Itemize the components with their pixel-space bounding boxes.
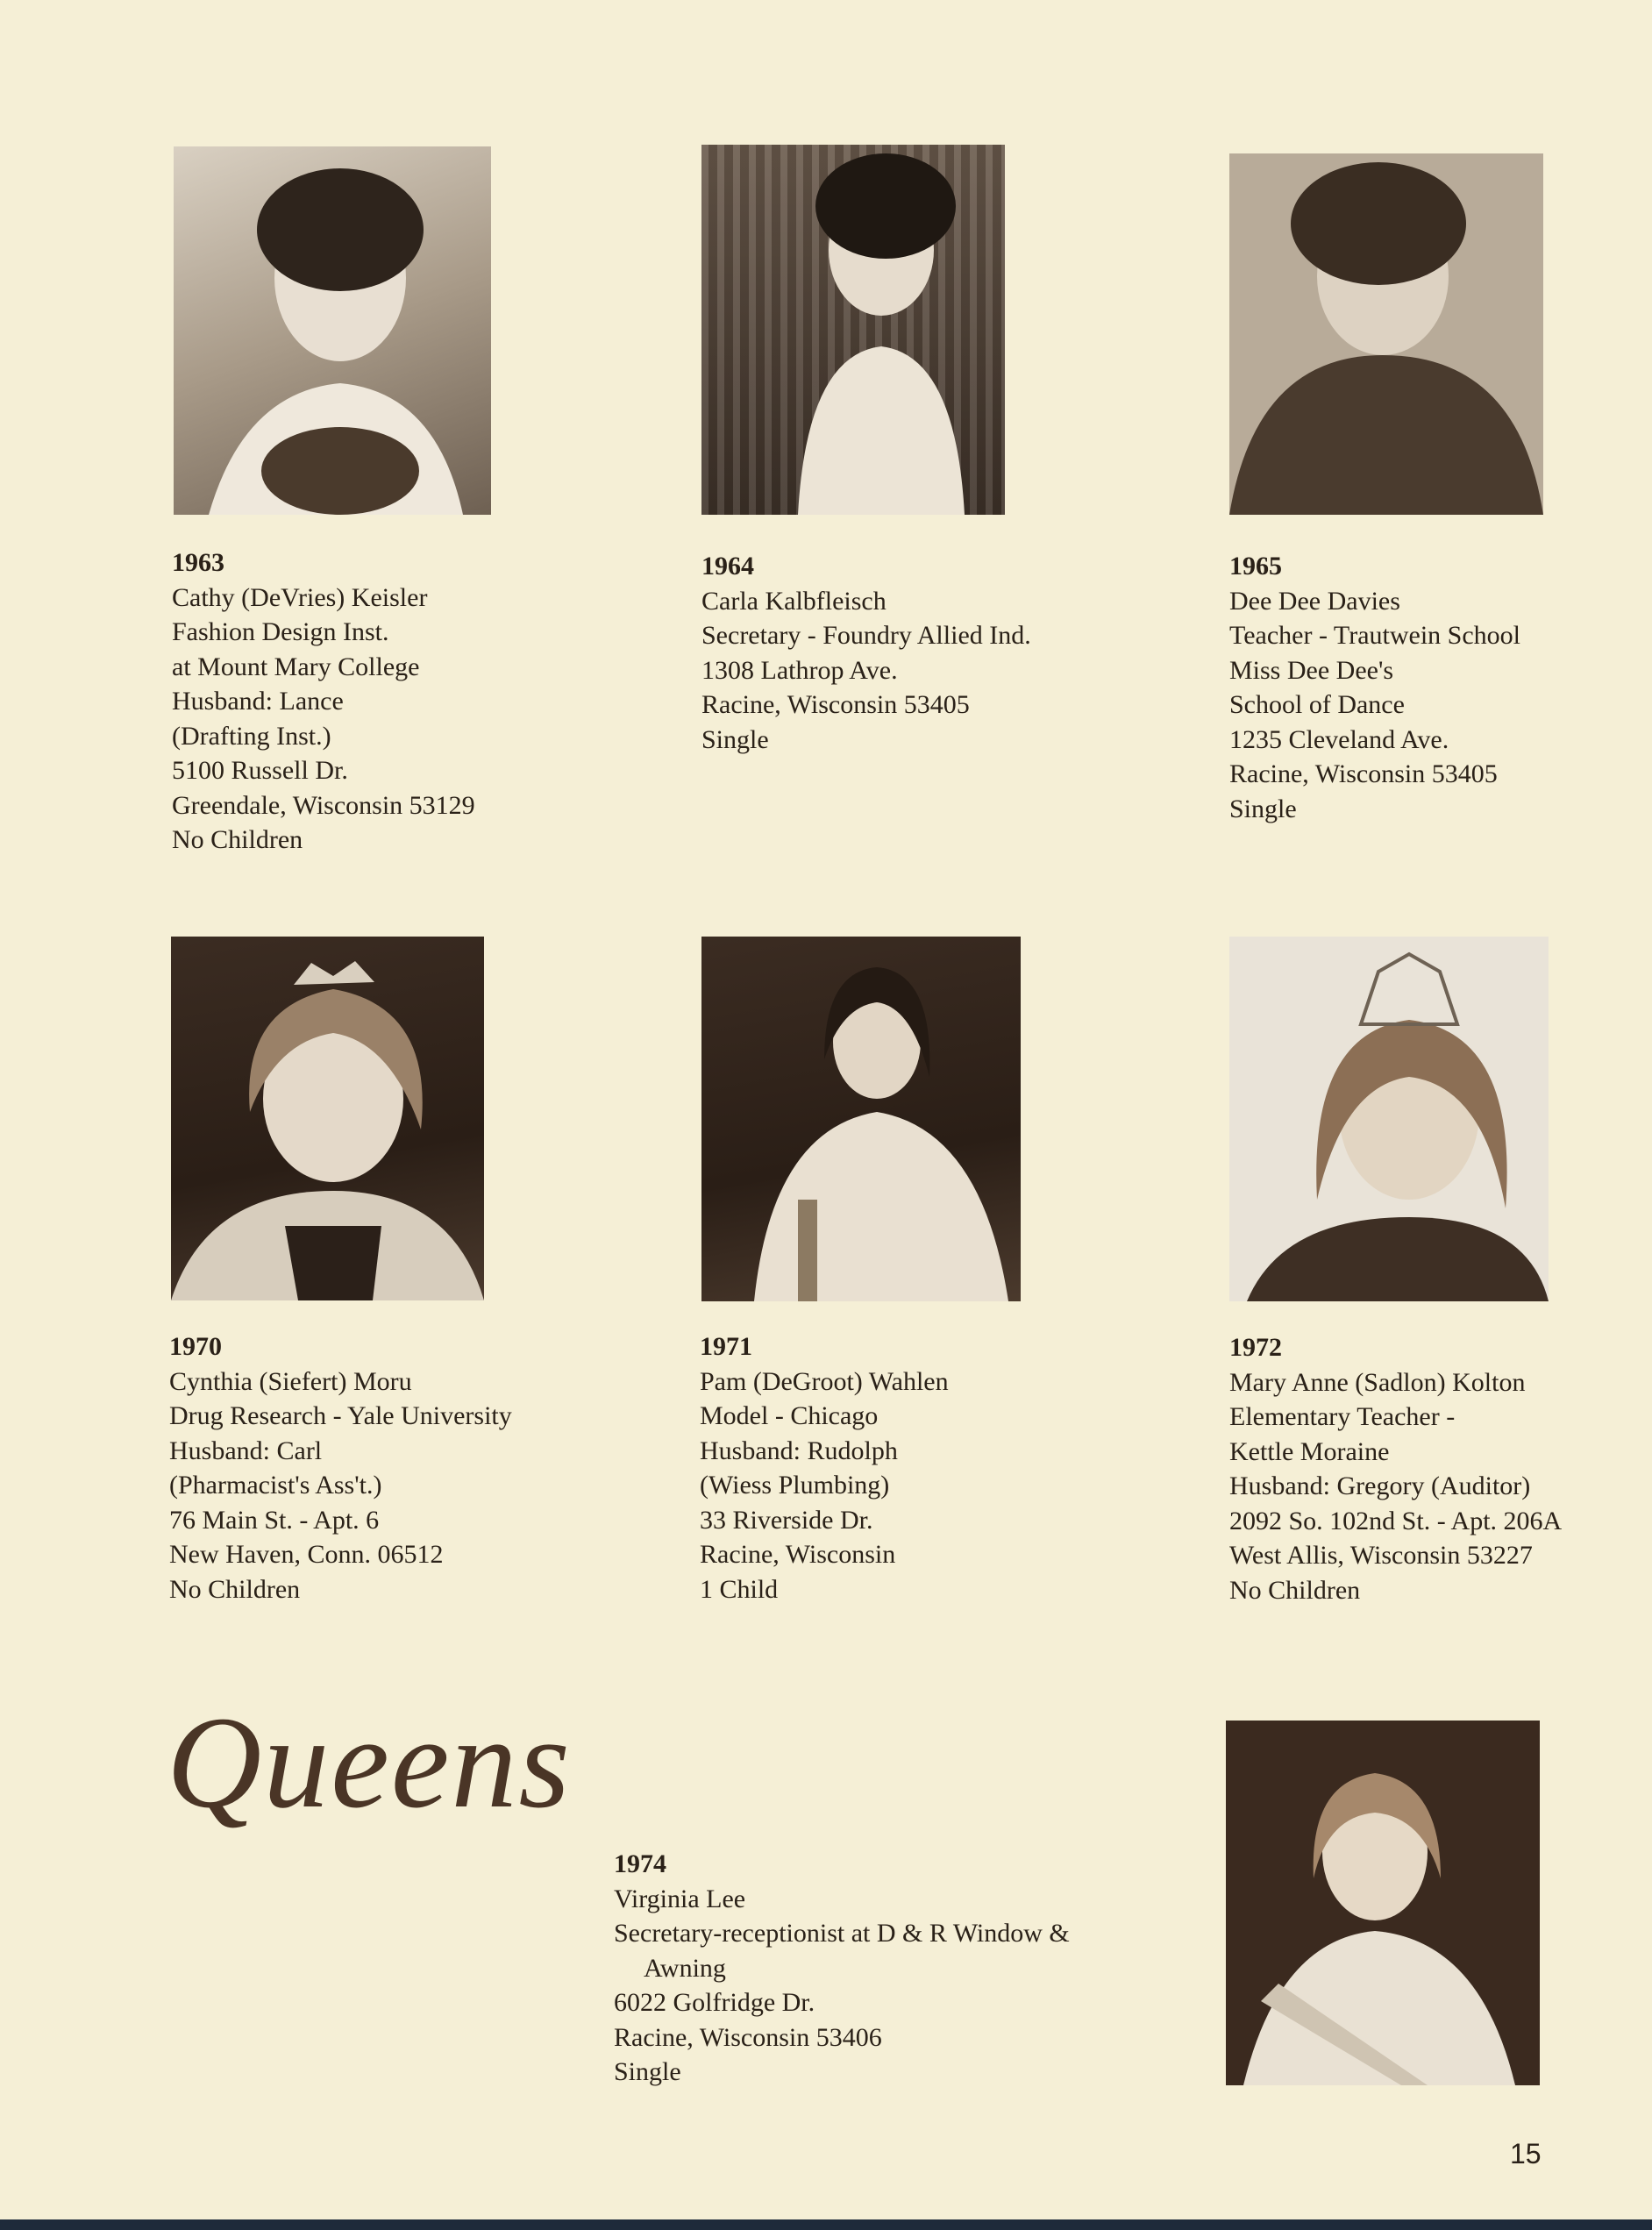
entry-line: Racine, Wisconsin 53406 bbox=[614, 2022, 882, 2052]
entry-year: 1974 bbox=[614, 1849, 666, 1878]
entry-line: Virginia Lee bbox=[614, 1884, 746, 1913]
entry-line: Husband: Gregory (Auditor) bbox=[1229, 1471, 1531, 1500]
entry-line: Single bbox=[614, 2057, 681, 2086]
entry-year: 1964 bbox=[701, 552, 754, 581]
entry-line: 2092 So. 102nd St. - Apt. 206A bbox=[1229, 1506, 1563, 1535]
entry-year: 1971 bbox=[700, 1332, 752, 1361]
entry-line: No Children bbox=[169, 1574, 301, 1604]
photo-1970 bbox=[171, 937, 484, 1300]
entry-1974 bbox=[614, 1847, 1070, 2090]
entry-line: at Mount Mary College bbox=[172, 652, 420, 681]
entry-line: New Haven, Conn. 06512 bbox=[169, 1540, 444, 1569]
entry-year: 1963 bbox=[172, 548, 224, 577]
entry-line: West Allis, Wisconsin 53227 bbox=[1229, 1541, 1533, 1570]
entry-line: Teacher - Trautwein School bbox=[1229, 621, 1520, 650]
entry-line: Drug Research - Yale University bbox=[169, 1401, 512, 1430]
page-title: Queens bbox=[167, 1690, 572, 1835]
entry-line: Racine, Wisconsin 53405 bbox=[1229, 759, 1498, 788]
entry-line: 1 Child bbox=[700, 1574, 779, 1604]
photo-1964 bbox=[701, 145, 1005, 515]
entry-year: 1972 bbox=[1229, 1333, 1282, 1362]
entry-line: (Pharmacist's Ass't.) bbox=[169, 1471, 382, 1500]
entry-line: Husband: Carl bbox=[169, 1436, 323, 1465]
entry-1970 bbox=[169, 1329, 512, 1607]
entry-line: Husband: Rudolph bbox=[700, 1436, 898, 1465]
entry-line: Pam (DeGroot) Wahlen bbox=[700, 1366, 949, 1396]
entry-1965 bbox=[1229, 549, 1520, 826]
entry-line: Fashion Design Inst. bbox=[172, 617, 389, 646]
entry-line: 1235 Cleveland Ave. bbox=[1229, 724, 1449, 754]
entry-line: 76 Main St. - Apt. 6 bbox=[169, 1505, 380, 1535]
entry-line: 33 Riverside Dr. bbox=[700, 1505, 873, 1535]
entry-year: 1965 bbox=[1229, 552, 1282, 581]
entry-1963 bbox=[172, 545, 475, 858]
entry-line: Awning bbox=[644, 1953, 726, 1983]
entry-line: (Drafting Inst.) bbox=[172, 721, 331, 751]
entry-line: Miss Dee Dee's bbox=[1229, 655, 1394, 685]
entry-line: Secretary-receptionist at D & R Window & bbox=[614, 1919, 1070, 1948]
entry-1972 bbox=[1229, 1330, 1562, 1607]
entry-line: 5100 Russell Dr. bbox=[172, 756, 348, 785]
entry-line: Dee Dee Davies bbox=[1229, 586, 1400, 616]
entry-line: Racine, Wisconsin 53405 bbox=[701, 690, 970, 719]
entry-line: Elementary Teacher - bbox=[1229, 1402, 1456, 1431]
entry-1971 bbox=[700, 1329, 949, 1607]
entry-line: Racine, Wisconsin bbox=[700, 1540, 896, 1569]
entry-line: Single bbox=[1229, 794, 1297, 823]
entry-line: Greendale, Wisconsin 53129 bbox=[172, 790, 475, 820]
entry-line: 6022 Golfridge Dr. bbox=[614, 1988, 815, 2017]
photo-1972 bbox=[1229, 937, 1549, 1301]
entry-1964 bbox=[701, 549, 1031, 757]
entry-line: Cynthia (Siefert) Moru bbox=[169, 1366, 412, 1396]
photo-1971 bbox=[701, 937, 1021, 1301]
page-number: 15 bbox=[1510, 2138, 1542, 2169]
entry-line: Kettle Moraine bbox=[1229, 1436, 1390, 1466]
entry-line: Carla Kalbfleisch bbox=[701, 586, 887, 616]
photo-1974 bbox=[1226, 1721, 1540, 2085]
entry-line: Husband: Lance bbox=[172, 687, 344, 716]
entry-line: No Children bbox=[172, 825, 303, 854]
entry-line: Mary Anne (Sadlon) Kolton bbox=[1229, 1367, 1526, 1397]
entry-line: School of Dance bbox=[1229, 690, 1405, 719]
photo-1963 bbox=[174, 146, 491, 515]
bottom-edge bbox=[0, 2219, 1652, 2230]
entry-line: 1308 Lathrop Ave. bbox=[701, 655, 898, 685]
photo-1965 bbox=[1229, 153, 1543, 515]
entry-line: No Children bbox=[1229, 1575, 1361, 1605]
entry-line: Cathy (DeVries) Keisler bbox=[172, 582, 428, 612]
entry-line: Single bbox=[701, 724, 769, 754]
entry-year: 1970 bbox=[169, 1332, 222, 1361]
entry-line: Model - Chicago bbox=[700, 1401, 879, 1430]
entry-line: Secretary - Foundry Allied Ind. bbox=[701, 621, 1031, 650]
entry-line: (Wiess Plumbing) bbox=[700, 1471, 890, 1500]
